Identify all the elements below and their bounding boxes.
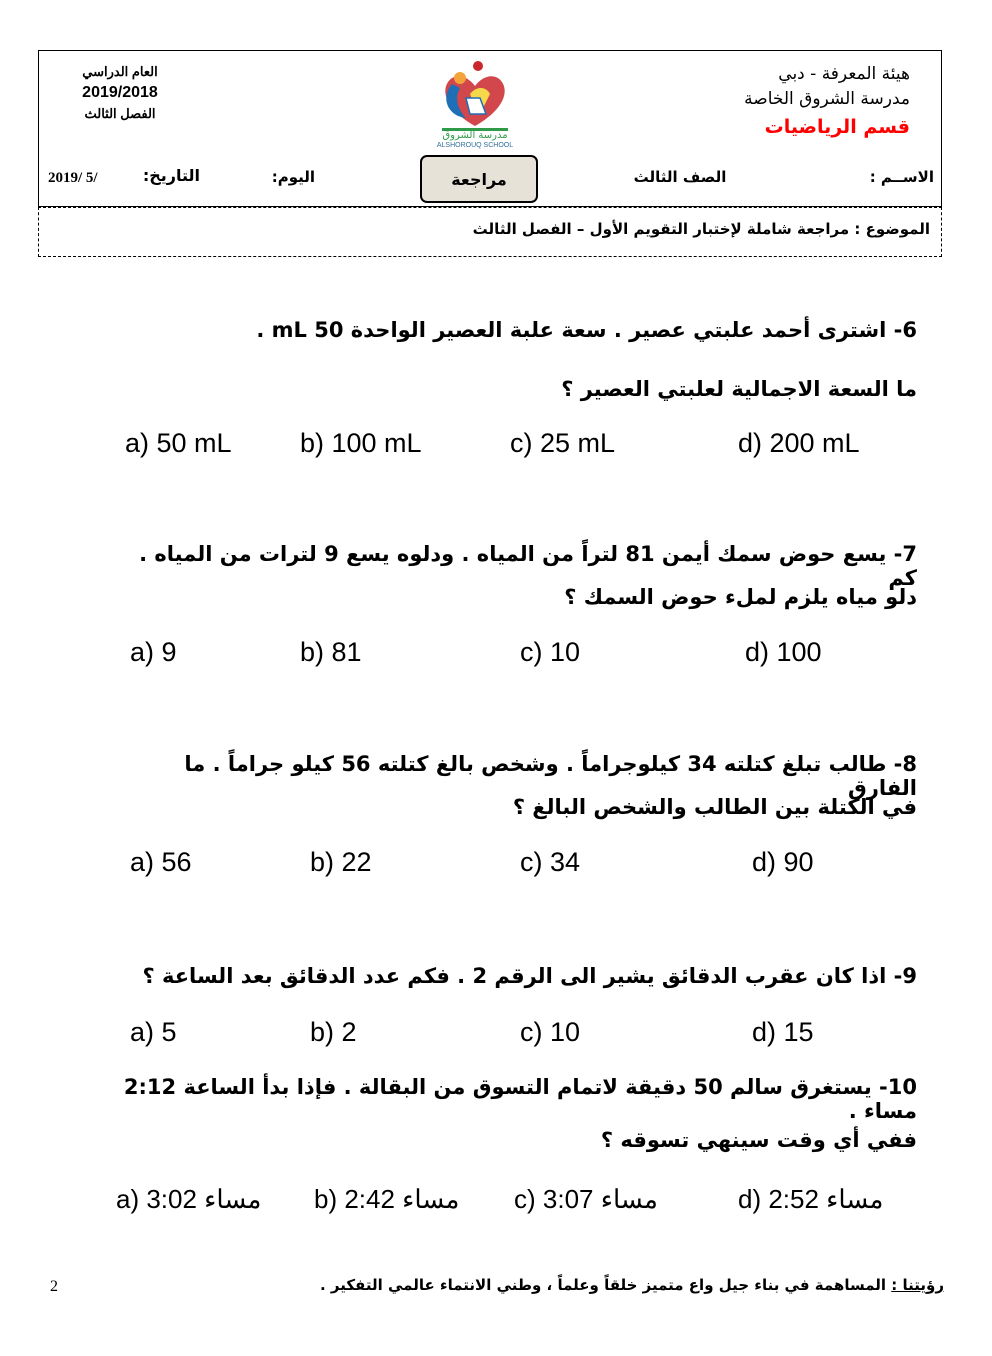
date-value: 2019/ 5/ bbox=[48, 170, 98, 186]
academic-year-label: العام الدراسي bbox=[82, 64, 158, 79]
vision-text: المساهمة في بناء جيل واع متميز خلقاً وعلماً ، وطني الانتماء عالمي التفكير . bbox=[319, 1276, 887, 1294]
question-8-option-d[interactable]: d) 90 bbox=[752, 847, 814, 877]
department-name: قسم الرياضيات bbox=[764, 116, 910, 138]
vision-label: رؤيتنا : bbox=[891, 1276, 944, 1294]
question-10-option-d[interactable]: d) 2:52 مساء bbox=[738, 1184, 884, 1214]
question-7-option-d[interactable]: d) 100 bbox=[745, 637, 822, 667]
question-10-option-c[interactable]: c) 3:07 مساء bbox=[514, 1184, 658, 1214]
question-7-option-c[interactable]: c) 10 bbox=[520, 637, 581, 667]
question-6-text: 6- اشترى أحمد علبتي عصير . سعة علبة العصير الواحدة 50 mL . bbox=[256, 318, 917, 342]
school-name: مدرسة الشروق الخاصة bbox=[744, 89, 910, 109]
question-8-line-1: 8- طالب تبلغ كتلته 34 كيلوجراماً . وشخص بالغ كتلته 56 كيلو جراماً . ما الفارق bbox=[184, 752, 917, 800]
school-logo bbox=[430, 54, 520, 152]
vision-statement bbox=[244, 1276, 944, 1294]
question-7-option-a[interactable]: a) 9 bbox=[130, 637, 177, 667]
question-7-line-2: دلو مياه يلزم لملء حوض السمك ؟ bbox=[564, 585, 917, 609]
question-9-option-c[interactable]: c) 10 bbox=[520, 1017, 581, 1047]
question-7-line-1: 7- يسع حوض سمك أيمن 81 لتراً من المياه . ودلوه يسع 9 لترات من المياه . كم bbox=[139, 542, 917, 590]
page-number: 2 bbox=[50, 1278, 58, 1295]
question-7-option-b[interactable]: b) 81 bbox=[300, 637, 362, 667]
question-8-option-c[interactable]: c) 34 bbox=[520, 847, 581, 877]
academic-year: 2019/2018 bbox=[82, 84, 158, 101]
logo-text-ar: مدرسة الشروق bbox=[442, 130, 508, 141]
date-label: التاريخ: bbox=[142, 166, 200, 185]
grade-label: الصف الثالث bbox=[633, 168, 727, 186]
authority-name: هيئة المعرفة - دبي bbox=[778, 64, 910, 84]
name-label: الاســم : bbox=[869, 168, 934, 186]
question-8-option-a[interactable]: a) 56 bbox=[130, 847, 192, 877]
question-6-prompt: ما السعة الاجمالية لعلبتي العصير ؟ bbox=[561, 377, 917, 401]
question-9-text: 9- اذا كان عقرب الدقائق يشير الى الرقم 2 . فكم عدد الدقائق بعد الساعة ؟ bbox=[142, 964, 917, 988]
question-9-option-a[interactable]: a) 5 bbox=[130, 1017, 177, 1047]
logo-text-en: ALSHOROUQ SCHOOL bbox=[436, 142, 514, 149]
review-badge: مراجعة bbox=[420, 155, 538, 203]
question-6-option-a[interactable]: a) 50 mL bbox=[125, 428, 232, 458]
question-9-option-b[interactable]: b) 2 bbox=[310, 1017, 357, 1047]
question-6-option-d[interactable]: d) 200 mL bbox=[738, 428, 860, 458]
question-8-option-b[interactable]: b) 22 bbox=[310, 847, 372, 877]
term-label: الفصل الثالث bbox=[84, 106, 156, 121]
question-10-line-1: 10- يستغرق سالم 50 دقيقة لاتمام التسوق من البقالة . فإذا بدأ الساعة 2:12 مساء . bbox=[123, 1075, 917, 1123]
header-divider bbox=[38, 207, 942, 208]
question-10-line-2: ففي أي وقت سينهي تسوقه ؟ bbox=[600, 1128, 917, 1152]
topic-line: الموضوع : مراجعة شاملة لإختبار التقويم الأول – الفصل الثالث bbox=[472, 220, 930, 238]
question-8-line-2: في الكتلة بين الطالب والشخص البالغ ؟ bbox=[512, 795, 917, 819]
question-9-option-d[interactable]: d) 15 bbox=[752, 1017, 814, 1047]
day-label: اليوم: bbox=[271, 168, 315, 186]
question-10-option-b[interactable]: b) 2:42 مساء bbox=[314, 1184, 460, 1214]
question-6-option-c[interactable]: c) 25 mL bbox=[510, 428, 616, 458]
question-10-option-a[interactable]: a) 3:02 مساء bbox=[116, 1184, 262, 1214]
question-6-option-b[interactable]: b) 100 mL bbox=[300, 428, 422, 458]
